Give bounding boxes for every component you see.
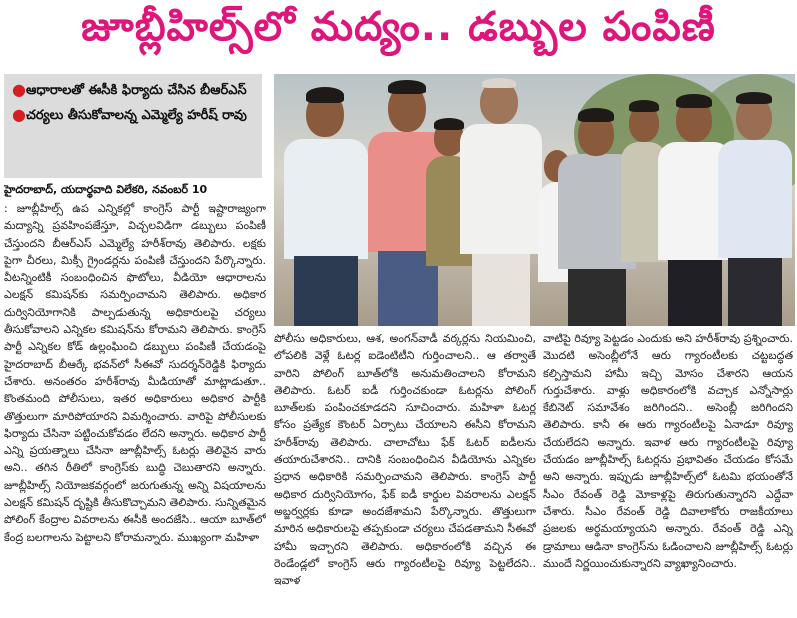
person-figure	[276, 81, 376, 326]
bullet-icon: ●	[12, 105, 26, 124]
subhead-text: ఆధారాలతో ఈసీకి ఫిర్యాదు చేసిన బీఆర్ఎస్	[26, 83, 247, 98]
subhead-item	[12, 105, 254, 126]
article-column-right: వాటిపై రివ్యూ పెట్టడం ఎందుకు అని హరీశ్‌రావు ప్రశ్నించారు. మొదటి అసెంబ్లీలోనే ఆరు గ్యారంటీలకు చట్టబద్ధత కల్పిస్తామని హామీ ఇచ్చి మోసం చేశారని ఆయన గుర్తుచేశారు. వాళ్లు అధికారంలోకి వచ్చాక ఎన్నోసార్లు కేబినెట్ సమావేశం జరిగిందని.. అసెంబ్లీ జరిగిందని తెలిపారు. కానీ ఈ ఆరు గ్యారంటీలపై ఏనాడూ రివ్యూ చేయలేదని అన్నారు. ఇవాళ ఆరు గ్యారంటీలపై రివ్యూ చేయడం జూబ్లీహిల్స్ ఓటర్లను ప్రభావితం చేయడం కోసమే అని అన్నారు. ఇప్పుడు జూబ్లీహిల్స్‌లో ఓటమి భయంతోనే సీఎం రేవంత్ రెడ్డి మోకాళ్లపై తిరుగుతున్నారని ఎద్దేవా చేశారు. సీఎం రేవంత్ రెడ్డి దివాలాకోరు రాజకీయాలు ప్రజలకు అర్థమయ్యాయని అన్నారు. రేవంత్ రెడ్డి ఎన్ని డ్రామాలు ఆడినా కాంగ్రెస్‌ను ఓడించాలని జూబ్లీహిల్స్ ఓటర్లు ముందే నిర్ణయించుకున్నారని వ్యాఖ్యానించారు.	[543, 332, 793, 570]
news-photo	[274, 74, 795, 326]
dateline: హైదరాబాద్, యదార్థవాది విలేకరి, నవంబర్ 10	[4, 183, 208, 196]
article-column-left: : జూబ్లీహిల్స్ ఉప ఎన్నికల్లో కాంగ్రెస్ పార్టీ ఇష్టారాజ్యంగా మద్యాన్ని ప్రవహింపజేస్తూ, విచ్చలవిడిగా డబ్బులు పంపిణీ చేస్తుందని బీఆర్ఎస్ ఎమ్మెల్యే హరీశ్‌రావు తెలిపారు. లక్షకు పైగా చీరలు, మిక్సీ గ్రైండర్లను పంపిణీ చేస్తుందని పేర్కొన్నారు. వీటన్నింటికీ సంబంధించిన ఫొటోలు, వీడియో ఆధారాలను ఎలక్షన్ కమిషన్‌కు సమర్పించామని తెలిపారు. అధికార దుర్వినియోగానికి పాల్పడుతున్న అధికారులపై చర్యలు తీసుకోవాలని ఎన్నికల కమిషన్‌ను కోరామని తెలిపారు. కాంగ్రెస్ పార్టీ ఎన్నికల కోడ్ ఉల్లంఘించి డబ్బులు పంపిణీ చేయడంపై హైదరాబాద్ బీఆర్కే భవన్‌లో సీఈవో సుదర్శన్‌రెడ్డికి ఫిర్యాదు చేశారు. అనంతరం హరీశ్‌రావు మీడియాతో మాట్లాడుతూ.. కొంతమంది పోలీసులు, ఇతర అధికారులు అధికార పార్టీకి తొత్తులుగా మారిపోయారని విమర్శించారు. వారిపై పోలీసులకు ఫిర్యాదు చేసినా పట్టించుకోవడం లేదని అన్నారు. అధికార పార్టీ ఎన్ని ప్రయత్నాలు చేసినా జూబ్లీహిల్స్ ఓటర్లు తెలివైన వారు అని.. తగిన రీతిలో కాంగ్రెస్‌కు బుద్ధి చెబుతారని అన్నారు. జూబ్లీహిల్స్ నియోజకవర్గంలో జరుగుతున్న అన్ని విషయాలను ఎలక్షన్ కమిషన్ దృష్టికి తీసుకొచ్చామని తెలిపారు. సున్నితమైన పోలింగ్ కేంద్రాల వివరాలను ఈసీకి అందజేసి.. ఆయా బూత్‌లో కేంద్ర బలగాలను పెట్టాలని కోరామన్నారు. ముఖ్యంగా మహిళా	[4, 202, 266, 544]
article-column-middle: పోలీసు అధికారులు, ఆశ, అంగన్‌వాడీ వర్కర్లను నియమించి, లోపలికి వెళ్లే ఓటర్ల ఐడెంటిటీని గుర్తించాలని.. ఆ తర్వాతే వారిని పోలింగ్ బూత్‌లోకి అనుమతించాలని కోరామని తెలిపారు. ఓటర్ ఐడీ గుర్తించకుండా ఓటర్లను పోలింగ్ బూత్‌లకు పంపించకూడదని సూచించారు. మహిళా ఓటర్ల కోసం ప్రత్యేక కౌంటర్ ఏర్పాటు చేయాలని ఈసీని కోరామని హరీశ్‌రావు తెలిపారు. చాలాచోటు ఫేక్ ఓటర్ ఐడీలను తయారుచేశారని.. దానికి సంబంధించిన వీడియోను ఎన్నికల ప్రధాన అధికారికి సమర్పించామని తెలిపారు. కాంగ్రెస్ పార్టీ అధికార దుర్వినియోగం, ఫేక్ ఐడీ కార్డుల వివరాలను ఎలక్షన్ అబ్జర్వర్లకు కూడా అందజేశామని పేర్కొన్నారు. తొత్తులుగా మారిన అధికారులపై తప్పకుండా చర్యలు చేపడతామని సీఈవో హామీ ఇచ్చారని తెలిపారు. అధికారంలోకి వచ్చిన ఈ రెండేండ్లలో కాంగ్రెస్ ఆరు గ్యారంటీలపై రివ్యూ పెట్టలేదని.. ఇవాళ	[274, 332, 536, 588]
subhead-text: చర్యలు తీసుకోవాలన్న ఎమ్మెల్యే హరీష్ రావు	[26, 108, 247, 123]
person-figure	[714, 86, 794, 326]
person-figure	[456, 74, 546, 326]
headline: జూబ్లీహిల్స్‌లో మద్యం.. డబ్బుల పంపిణీ	[81, 4, 716, 50]
subhead-box	[4, 74, 262, 178]
bullet-icon: ●	[12, 80, 26, 99]
subhead-item	[12, 80, 254, 101]
